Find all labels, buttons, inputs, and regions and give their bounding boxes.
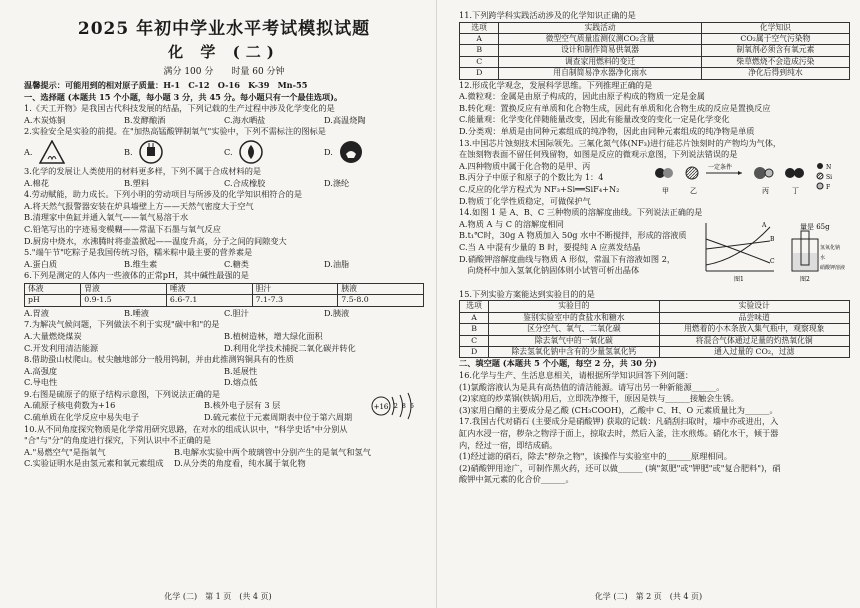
q10-stem-line2: "合"与"分"的角度进行探究，下列认识中不正确的是 [24,435,212,446]
nucleus-label: +16 [373,402,389,411]
q14-option-b[interactable]: B.t₁℃时，30g A 物质加入 50g 水中不断搅拌，形成的溶液质 [459,230,687,241]
q8-stem: 8.借助蛩山杖爬山。杖尖触地部分一般用钨制，并由此推测钨铜具有的性质 [24,354,294,365]
q10-option-c[interactable]: C.实验证明水是由氢元素和氧元素组成 [24,458,164,469]
q13-label-bing: 丙 [762,186,769,195]
q6-stem: 6.下列是测定的人体内一些液体的正常pH，其中碱性最强的是 [24,270,249,281]
q1-options [24,115,424,127]
q7-option-c[interactable]: C.开发利用清洁能源 [24,342,99,353]
q15-stem: 15.下列实验方案能达到实验目的的是 [459,288,595,299]
q13-reaction-diagram [650,161,850,201]
q6-header: 胰液 [338,283,424,294]
q11-cell: D [460,68,499,79]
q11-cell: 设计和制作简易供氧器 [499,45,701,56]
q6-cell: 6.6-7.1 [166,295,252,306]
q17-part-1[interactable]: (1)经过滤的硝石，除去"秽杂之物"，该操作与实验室中的______原理相同。 [459,451,732,462]
q1-option-d[interactable]: D.高温烧陶 [324,114,366,125]
q2-option-b[interactable]: B. [124,140,224,164]
q6-header: 胆汁 [252,283,338,294]
q13-option-b[interactable]: B.丙分子中原子和原子的个数比为 1：4 [459,172,604,183]
q5-stem: 5."端午节"吃粽子是我国传统习俗，糯米粽中最主要的营养素是 [24,247,253,258]
q4-option-d[interactable]: D.厨房中烧水，水沸腾时将壶盖掀起——温度升高，分子之间的间隙变大 [24,235,287,246]
q3-option-d[interactable]: D.涤纶 [324,177,350,188]
q15-cell: 鉴别实验室中的食盐水和糖水 [489,312,659,323]
electric-plug-icon [139,140,163,164]
q1-stem: 1.《天工开物》是我国古代科技发展的结晶，下列记载的生产过程中涉及化学变化的是 [24,103,335,114]
section-2-heading: 二、填空题 (本题共 5 个小题，每空 2 分，共 30 分) [459,358,657,369]
q12-option-b[interactable]: B.转化观：置换反应有单质和化合物生成，因此有单质和化合物生成的反应是置换反应 [459,102,771,113]
section-1-heading: 一、选择题 (本题共 15 个小题，每小题 3 分，共 45 分。每小题只有一个最佳选项)。 [24,91,343,102]
q15-row-d[interactable] [460,346,850,357]
exam-title: 2025 年初中学业水平考试模拟试题 [77,19,371,39]
curve-c-label: C [770,257,775,265]
q15-header: 选项 [460,301,489,312]
q11-table [459,22,850,80]
q7-stem: 7.为解决气候问题，下列做法不利于实现"碳中和"的是 [24,319,220,330]
q14-option-d-cont: 向烧杯中加入氢氧化钠固体则小试管可析出晶体 [459,265,640,276]
q13-option-a[interactable]: A.四种物质中属于化合物的是甲、丙 [459,160,591,171]
q11-row-b[interactable] [460,45,850,56]
q12-option-a[interactable]: A.微粒观：金属是由原子构成的，因此由原子构成的物质一定是金属 [459,91,705,102]
q11-header: 化学知识 [701,22,849,33]
fig2-label: 图2 [800,275,810,283]
q6-cell: 0.9-1.5 [81,295,167,306]
q5-option-d[interactable]: D.油脂 [324,258,350,269]
q11-stem: 11.下列跨学科实践活动涉及的化学知识正确的是 [459,10,636,20]
q15-table [459,300,850,358]
q11-cell: C [460,56,499,67]
q17-line-1: 17.我国古代对硝石 (主要成分是硝酸钾) 获取的记载：凡硝刮扫取时，墙中亦或进出，入 [459,416,779,427]
q15-cell: C [460,335,489,346]
q10-option-b[interactable]: B.电解水实验中两个玻璃管中分别产生的是氧气和氢气 [174,446,371,457]
q5-options [24,259,424,271]
q5-option-a[interactable]: A.蛋白质 [24,258,58,269]
page-2-footer: 化学 (二) 第 2 页 (共 4 页) [594,592,703,601]
q11-header: 实践活动 [499,22,701,33]
q2-option-c[interactable]: C. [224,140,324,164]
q2-option-d[interactable]: D. [324,140,424,164]
q14-option-d[interactable]: D.硝酸钾溶解度曲线与物质 A 形似，常温下有溶液如图 2， [459,253,676,264]
q8-option-c[interactable]: C.导电性 [24,377,58,388]
q15-header: 实验目的 [489,301,659,312]
legend-f: F [826,183,831,191]
fig1-label: 图1 [734,275,744,283]
q14-block [459,219,850,289]
q14-stem: 14.如图 1 是 A、B、C 三种物质的溶解度曲线。下列说法正确的是 [459,207,703,218]
q14-options [459,219,699,277]
q8-options [24,366,424,389]
shell-1-label: 2 [394,402,398,410]
page-1-footer: 化学 (二) 第 1 页 (共 4 页) [164,592,272,601]
curve-a-label: A [762,221,767,229]
q4-option-b[interactable]: B.清理家中鱼缸并通入氧气——氧气易溶于水 [24,212,189,223]
q2-options [24,138,424,166]
q9-option-b[interactable]: B.核外电子层有 3 层 [204,400,281,411]
hot-surface-icon [39,140,65,164]
q15-row-c[interactable] [460,335,850,346]
q6-options [24,308,424,320]
q7-option-b[interactable]: B.植树造林，增大绿化面积 [224,330,323,341]
q7-option-d[interactable]: D.利用化学技术捕捉二氧化碳并转化 [224,342,356,353]
q10-option-a[interactable]: A."易燃空气"是指氧气 [24,446,106,457]
q6-header: 胃液 [81,283,167,294]
q6-cell: 7.1-7.3 [252,295,338,306]
q15-cell: B [460,324,489,335]
q10-stem-line1: 10.从不同角度探究物质是化学常用研究思路，在对水的组成认识中，"科学史话"中分别从 [24,423,348,434]
q4-stem: 4.劳动赋能，助力成长。下列小明的劳动项目与所涉及的化学知识相符合的是 [24,189,303,200]
q13-label-yi: 乙 [690,186,697,195]
q8-option-b[interactable]: B.延展性 [224,365,258,376]
q15-header: 实验设计 [659,301,849,312]
q6-option-c[interactable]: C.胆汁 [224,307,249,318]
q15-cell: 除去氧气中的一氧化碳 [489,335,659,346]
legend-n: N [826,163,832,171]
q3-option-b[interactable]: B.塑料 [124,177,149,188]
q9-options [24,400,384,423]
q3-option-c[interactable]: C.合成橡胶 [224,177,266,188]
q2-option-a[interactable]: A. [24,140,124,164]
q8-option-d[interactable]: D.熔点低 [224,377,258,388]
q4-option-c[interactable]: C.铅笔写出的字迹易变模糊——常温下石墨与氧气反应 [24,223,221,234]
q3-options [24,178,424,190]
q13-label-jia: 甲 [662,186,669,195]
q6-option-d[interactable]: D.胰液 [324,307,350,318]
q16-stem: 16.化学与生产、生活息息相关，请根据所学知识回答下列问题： [459,369,694,380]
q12-option-d[interactable]: D.分类观：单质是由同种元素组成的纯净物，因此由同种元素组成的纯净物是单质 [459,126,755,136]
naoh-label: 氢氧化钠 [820,244,841,251]
hint-line: 温馨提示：可能用到的相对原子质量：H-1 C-12 O-16 K-39 Mn-55 [24,80,308,90]
q11-cell: 柴草燃烧不会造成污染 [701,56,849,67]
q6-cell: 7.5-8.0 [338,295,424,306]
q15-cell: 区分空气、氧气、二氧化碳 [489,324,659,335]
q11-row-d[interactable] [460,68,850,79]
q15-cell: 除去氢氧化钠中含有的少量氢氧化钙 [489,346,659,357]
q7-options [24,331,424,354]
q6-option-a[interactable]: A.胃液 [24,307,49,318]
shell-3-label: 6 [410,402,414,410]
q1-option-b[interactable]: B.发酵酿酒 [124,114,166,125]
q10-option-d[interactable]: D.从分类的角度看，纯水属于氧化物 [174,458,306,469]
q11-cell: 调查家用燃料的变迁 [499,56,701,67]
q1-option-a[interactable]: A.木炭炼铜 [24,114,66,125]
q5-option-b[interactable]: B.维生素 [124,258,158,269]
q15-cell: 品尝味道 [659,312,849,323]
q16-part-2[interactable]: (2)家庭的炒菜锅(铁锅)用后，立即洗净擦干，原因是铁与______接触会生锈。 [459,393,739,404]
solution-label: 硝酸钾溶液 [820,264,846,271]
q13-block [459,161,850,207]
q11-cell: 用自制简易净水器净化雨水 [499,68,701,79]
q13-option-d[interactable]: D.物质丁化学性质稳定，可做保护气 [459,195,591,206]
flame-icon [239,140,263,164]
q9-stem: 9.右图是硫原子的原子结构示意图，下列说法正确的是 [24,388,221,399]
legend-si: Si [826,173,833,181]
q11-row-c[interactable] [460,56,850,67]
q9-option-c[interactable]: C.硫单质在化学反应中易失电子 [24,412,140,423]
q9-option-d[interactable]: D.硫元素位于元素周期表中位于第六周期 [204,412,353,423]
q14-option-c[interactable]: C.当 A 中混有少量的 B 时，要提纯 A 应蒸发结晶 [459,241,641,252]
q9-option-a[interactable]: A.硫原子核电荷数为+16 [24,400,116,411]
water-label: 水 [820,254,826,261]
q13-stem-line1: 13.中国芯片蚀刻技术国际领先。三氟化氮气体(NF₃)进行硅芯片蚀刻时的产物均为气体， [459,137,782,148]
q6-ph-table [24,283,424,307]
q3-stem: 3.化学的发展让人类使用的材料更多样，下列不属于合成材料的是 [24,165,262,176]
q13-stem-line2: 在蚀刻物表面不留任何残留物，如图是反应的微观示意图，下列说法错误的是 [459,149,738,160]
q15-cell: 用燃着的小木条放入集气瓶中，观察现象 [659,324,849,335]
q15-cell: 将混合气体通过足量的灼热氧化铜 [659,335,849,346]
page-2 [436,0,860,608]
q11-cell: B [460,45,499,56]
q17-part-2-cont[interactable]: 酸钾中氮元素的化合价______。 [459,474,574,485]
q16-part-3[interactable]: (3)家用白醋的主要成分是乙酸 (CH₃COOH)，乙酸中 C、H、O 元素质量比为______。 [459,404,778,415]
q17-line-2: 缸内水浸一宿，秽杂之物浮于面上，掠取去时，然后入釜，注水煎炼。硝化水干，倾于器 [459,427,779,438]
q6-header: 体液 [25,283,81,294]
q13-label-ding: 丁 [792,186,799,195]
q9-block [24,389,424,424]
q6-option-b[interactable]: B.唾液 [124,307,149,318]
q15-cell: 通入过量的 CO₂，过滤 [659,346,849,357]
q1-option-c[interactable]: C.海水晒盐 [224,114,266,125]
q11-cell: CO₂属于空气污染物 [701,34,849,45]
q15-cell: D [460,346,489,357]
q3-option-a[interactable]: A.棉花 [24,177,49,188]
q13-option-c[interactable]: C.反应的化学方程式为 NF₃+Si══SiF₄+N₂ [459,183,620,194]
sulfur-atom-diagram [370,391,418,421]
q7-option-a[interactable]: A.大量燃烧煤炭 [24,330,82,341]
q15-row-a[interactable] [460,312,850,323]
score-time: 满分 100 分 时量 60 分钟 [163,67,285,77]
shell-2-label: 8 [402,402,406,410]
curve-b-label: B [770,235,775,243]
q15-cell: A [460,312,489,323]
q15-row-b[interactable] [460,324,850,335]
q17-part-2[interactable]: (2)硝酸钾用途广，可制作黑火药，还可以做______ (填"氮肥"或"钾肥"或"复合肥料")，硝 [459,462,781,473]
q13-condition: 一定条件 [708,163,733,171]
q5-option-c[interactable]: C.糖类 [224,258,249,269]
q2-stem: 2.实验安全是实验的前提。在"加热高锰酸钾制氧气"实验中，下列不需标注的图标是 [24,126,326,137]
q4-option-a[interactable]: A.将天然气报警器安装在炉具墙壁上方——天然气密度大于空气 [24,200,254,211]
q12-stem: 12.形成化学观念，发展科学思维。下列推理正确的是 [459,79,653,90]
q6-cell: pH [25,295,81,306]
q11-row-a[interactable] [460,34,850,45]
q6-header: 唾液 [166,283,252,294]
q11-cell: A [460,34,499,45]
q14-figures [700,219,850,285]
exam-subtitle: 化 学 (二) [168,43,280,61]
q14-mass-label: 量是 65g [800,222,830,231]
q10-options [24,447,424,470]
q11-header: 选项 [460,22,499,33]
hand-wash-icon [339,140,363,164]
q11-cell: 制氧剂必须含有氧元素 [701,45,849,56]
q17-line-3: 内，经过一宿，即结成硝。 [459,439,558,450]
q14-option-a[interactable]: A.物质 A 与 C 的溶解度相同 [459,218,564,229]
q12-option-c[interactable]: C.能量观：化学变化伴随能量改变，因此有能量改变的变化一定是化学变化 [459,114,730,125]
q11-cell: 净化后得到纯水 [701,68,849,79]
q11-cell: 微型空气质量监测仪测CO₂含量 [499,34,701,45]
q16-part-1[interactable]: (1)氯酸溶液认为是具有高热值的清洁能源。请写出另一种新能源______。 [459,381,725,392]
q8-option-a[interactable]: A.高强度 [24,365,58,376]
